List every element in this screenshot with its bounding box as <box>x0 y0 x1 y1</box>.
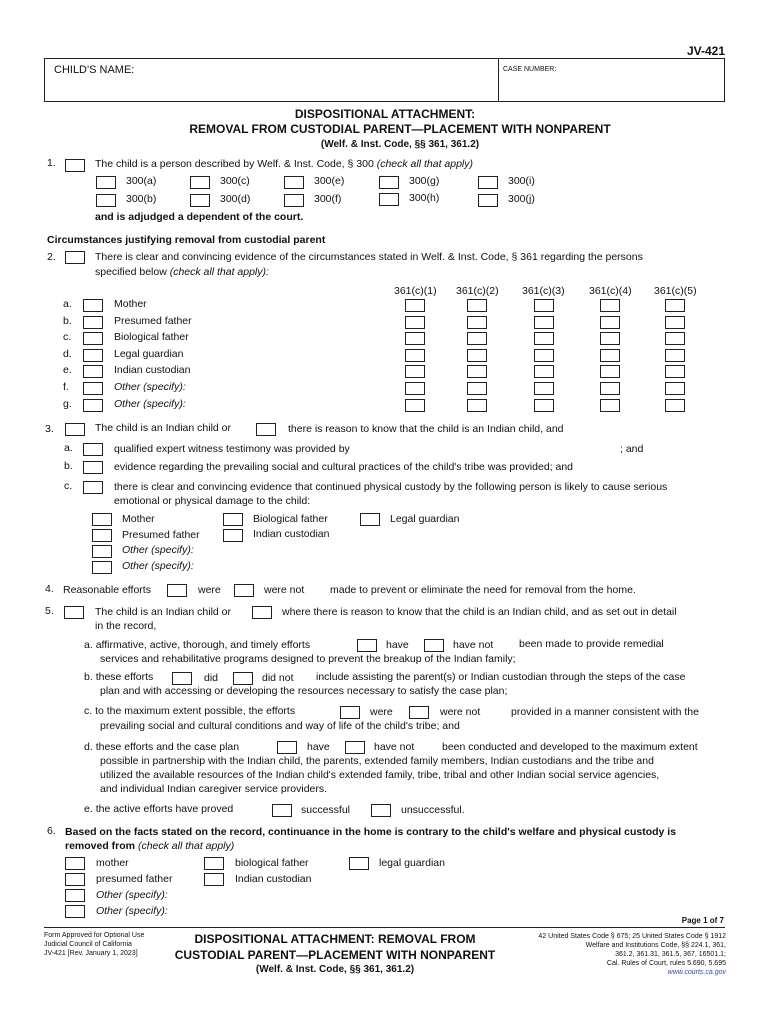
item2-grid-checkbox-2[interactable] <box>467 349 487 362</box>
item5-c-were-checkbox[interactable] <box>340 706 360 719</box>
item2-row-label: Mother <box>114 298 147 310</box>
checkbox-300g[interactable] <box>379 176 399 189</box>
item2-grid-checkbox-1[interactable] <box>405 332 425 345</box>
item3-biological-father-checkbox[interactable] <box>223 513 243 526</box>
item5-b-did-not-checkbox[interactable] <box>233 672 253 685</box>
item3-a-checkbox[interactable] <box>83 443 103 456</box>
item3-indian-custodian-checkbox[interactable] <box>223 529 243 542</box>
checkbox-300e[interactable] <box>284 176 304 189</box>
footer-title1: DISPOSITIONAL ATTACHMENT: REMOVAL FROM <box>194 932 476 946</box>
item3-a-letter: a. <box>64 442 73 454</box>
checkbox-300d[interactable] <box>190 194 210 207</box>
item4-were-not-label: were not <box>264 584 305 596</box>
item1-text: The child is a person described by Welf. & Inst. Code, § 300 (check all that apply) <box>95 158 474 170</box>
checkbox-300c[interactable] <box>190 176 210 189</box>
item5-b-did-label: did <box>204 672 219 684</box>
item5-c-line2: prevailing social and cultural conditions and way of life of the child's tribe; and <box>100 720 460 732</box>
col-361c5: 361(c)(5) <box>654 285 697 297</box>
item6-presumed-father-checkbox[interactable] <box>65 873 85 886</box>
item5-b-line1: b. these efforts <box>84 671 154 683</box>
title-line1: DISPOSITIONAL ATTACHMENT: <box>294 107 476 121</box>
item2-grid-checkbox-4[interactable] <box>600 332 620 345</box>
checkbox-300j[interactable] <box>478 194 498 207</box>
item3-c-checkbox[interactable] <box>83 481 103 494</box>
item2-row-label: Presumed father <box>114 315 192 327</box>
item6-legal-guardian-checkbox[interactable] <box>349 857 369 870</box>
item5-d-have-not-checkbox[interactable] <box>345 741 365 754</box>
item3-a-text: qualified expert witness testimony was provided by <box>114 443 350 455</box>
item2-grid-checkbox-2[interactable] <box>467 316 487 329</box>
item6-other1-label: Other (specify): <box>96 889 168 901</box>
item2-grid-checkbox-2[interactable] <box>467 332 487 345</box>
item3-c-line2: emotional or physical damage to the child: <box>114 495 311 507</box>
label-300f: 300(f) <box>314 193 342 205</box>
item2-grid-checkbox-5[interactable] <box>665 299 685 312</box>
item3-reason-to-know-checkbox[interactable] <box>256 423 276 436</box>
item2-grid-checkbox-5[interactable] <box>665 332 685 345</box>
item3-other1-label: Other (specify): <box>122 544 194 556</box>
item4-were-label: were <box>198 584 221 596</box>
item3-indian-child-checkbox[interactable] <box>65 423 85 436</box>
item2-grid-checkbox-5[interactable] <box>665 349 685 362</box>
item3-mother-label: Mother <box>122 513 155 525</box>
item2-row-letter: g. <box>63 398 72 410</box>
item3-legal-guardian-checkbox[interactable] <box>360 513 380 526</box>
item5-e-unsuccessful-label: unsuccessful. <box>401 804 465 816</box>
item2-row-label: Other (specify): <box>114 381 186 393</box>
item3-opt2: there is reason to know that the child is an Indian child, and <box>288 423 564 435</box>
item5-reason-to-know-checkbox[interactable] <box>252 606 272 619</box>
item2-grid-checkbox-3[interactable] <box>534 316 554 329</box>
item2-line1: There is clear and convincing evidence of the circumstances stated in Welf. & Inst. Code, § 361 regarding the persons <box>95 251 643 263</box>
item3-other2-label: Other (specify): <box>122 560 194 572</box>
item3-presumed-father-checkbox[interactable] <box>92 529 112 542</box>
item4-were-checkbox[interactable] <box>167 584 187 597</box>
item6-line2: removed from (check all that apply) <box>65 840 235 852</box>
label-300g: 300(g) <box>409 175 440 187</box>
checkbox-300h[interactable] <box>379 193 399 206</box>
item3-biological-father-label: Biological father <box>253 513 328 525</box>
footer-right3: 361.2, 361.31, 361.5, 367, 16501.1; <box>615 951 726 958</box>
item5-b-tail: include assisting the parent(s) or Indian custodian through the steps of the case <box>316 671 686 683</box>
checkbox-300b[interactable] <box>96 194 116 207</box>
item2-row-checkbox[interactable] <box>83 399 103 412</box>
item2-checkbox[interactable] <box>65 251 85 264</box>
item2-grid-checkbox-3[interactable] <box>534 365 554 378</box>
label-300i: 300(i) <box>508 175 535 187</box>
item4-were-not-checkbox[interactable] <box>234 584 254 597</box>
item5-a-tail: been made to provide remedial <box>519 638 664 650</box>
item2-row-checkbox[interactable] <box>83 382 103 395</box>
label-300j: 300(j) <box>508 193 535 205</box>
item2-grid-checkbox-1[interactable] <box>405 299 425 312</box>
col-361c1: 361(c)(1) <box>394 285 437 297</box>
col-361c3: 361(c)(3) <box>522 285 565 297</box>
footer-left3: JV-421 [Rev. January 1, 2023] <box>44 950 138 957</box>
case-number-label: CASE NUMBER: <box>503 66 557 73</box>
checkbox-300a[interactable] <box>96 176 116 189</box>
item5-d-have-checkbox[interactable] <box>277 741 297 754</box>
item5-indian-child-checkbox[interactable] <box>64 606 84 619</box>
label-300e: 300(e) <box>314 175 345 187</box>
footer-left1: Form Approved for Optional Use <box>44 932 145 939</box>
child-name-label: CHILD'S NAME: <box>54 64 135 76</box>
item6-other2-checkbox[interactable] <box>65 905 85 918</box>
item5-d-line2: possible in partnership with the Indian child, the parents, extended family members, Indian custodians and the tribe and <box>100 755 654 767</box>
item6-other2-label: Other (specify): <box>96 905 168 917</box>
item2-grid-checkbox-4[interactable] <box>600 399 620 412</box>
item5-b-line2: plan and with accessing or developing the resources necessary to satisfy the case plan; <box>100 685 508 697</box>
item2-grid-checkbox-4[interactable] <box>600 365 620 378</box>
item2-grid-checkbox-3[interactable] <box>534 349 554 362</box>
item2-row-label: Legal guardian <box>114 348 184 360</box>
item3-b-letter: b. <box>64 460 73 472</box>
item6-line1: Based on the facts stated on the record, continuance in the home is contrary to the child's welfare and physical custody is <box>65 826 677 838</box>
col-361c2: 361(c)(2) <box>456 285 499 297</box>
item2-row-checkbox[interactable] <box>83 349 103 362</box>
item5-a-have-not-label: have not <box>453 639 494 651</box>
page-number: Page 1 of 7 <box>681 916 724 925</box>
item2-grid-checkbox-2[interactable] <box>467 399 487 412</box>
item3-b-text: evidence regarding the prevailing social and cultural practices of the child's tribe was provided; and <box>114 461 574 473</box>
item5-c-were-label: were <box>370 706 393 718</box>
item3-opt1: The child is an Indian child or <box>95 422 231 434</box>
item3-b-checkbox[interactable] <box>83 461 103 474</box>
item2-grid-checkbox-1[interactable] <box>405 316 425 329</box>
item5-b-did-not-label: did not <box>262 672 294 684</box>
item3-number: 3. <box>45 423 54 435</box>
item2-grid-checkbox-4[interactable] <box>600 316 620 329</box>
item1-number: 1. <box>47 157 56 169</box>
item2-row-label: Indian custodian <box>114 364 191 376</box>
item6-biological-father-label: biological father <box>235 857 309 869</box>
footer-title3: (Welf. & Inst. Code, §§ 361, 361.2) <box>255 964 415 975</box>
footer-title2: CUSTODIAL PARENT—PLACEMENT WITH NONPARENT <box>174 948 496 962</box>
item5-c-line1: c. to the maximum extent possible, the efforts <box>84 705 296 717</box>
item1-checkbox[interactable] <box>65 159 85 172</box>
item2-grid-checkbox-1[interactable] <box>405 349 425 362</box>
item5-d-line3: utilized the available resources of the Indian child's extended family, tribe, tribal and other Indian social service agencies, <box>100 769 660 781</box>
item4-tail: made to prevent or eliminate the need for removal from the home. <box>330 584 636 596</box>
item3-other1-checkbox[interactable] <box>92 545 112 558</box>
item5-e-successful-label: successful <box>301 804 351 816</box>
item2-grid-checkbox-3[interactable] <box>534 382 554 395</box>
item4-number: 4. <box>45 583 54 595</box>
item2-row-letter: b. <box>63 315 72 327</box>
item5-c-were-not-label: were not <box>440 706 481 718</box>
child-name-field[interactable] <box>52 74 492 96</box>
item6-indian-custodian-label: Indian custodian <box>235 873 312 885</box>
expert-witness-field[interactable] <box>372 443 617 456</box>
label-300h: 300(h) <box>409 192 440 204</box>
label-300d: 300(d) <box>220 193 251 205</box>
item2-row-letter: c. <box>63 331 72 343</box>
item5-c-were-not-checkbox[interactable] <box>409 706 429 719</box>
item2-row-letter: e. <box>63 364 72 376</box>
circumstances-heading: Circumstances justifying removal from custodial parent <box>47 234 326 246</box>
item2-grid-checkbox-3[interactable] <box>534 299 554 312</box>
item2-line2: specified below (check all that apply): <box>95 266 269 278</box>
item2-grid-checkbox-3[interactable] <box>534 332 554 345</box>
checkbox-300i[interactable] <box>478 176 498 189</box>
item5-d-have-not-label: have not <box>374 741 415 753</box>
item2-grid-checkbox-5[interactable] <box>665 316 685 329</box>
item2-row-label: Biological father <box>114 331 189 343</box>
courts-website-link[interactable]: www.courts.ca.gov <box>667 969 726 976</box>
footer-rule <box>44 927 725 928</box>
item5-d-have-label: have <box>307 741 330 753</box>
item2-row-checkbox[interactable] <box>83 365 103 378</box>
item2-grid-checkbox-4[interactable] <box>600 299 620 312</box>
item6-mother-checkbox[interactable] <box>65 857 85 870</box>
item2-grid-checkbox-1[interactable] <box>405 399 425 412</box>
item5-a-line2: services and rehabilitative programs designed to prevent the breakup of the Indian family; <box>100 653 516 665</box>
footer-right2: Welfare and Institutions Code, §§ 224.1, 361, <box>585 942 726 949</box>
item5-opt2b: in the record, <box>95 620 157 632</box>
item5-d-line4: and individual Indian caregiver service providers. <box>100 783 328 795</box>
item6-number: 6. <box>47 825 56 837</box>
item5-d-tail: been conducted and developed to the maximum extent <box>442 741 698 753</box>
item2-row-letter: f. <box>63 381 69 393</box>
item2-number: 2. <box>47 251 56 263</box>
item2-grid-checkbox-2[interactable] <box>467 382 487 395</box>
item2-grid-checkbox-5[interactable] <box>665 382 685 395</box>
item5-opt2: where there is reason to know that the child is an Indian child, and as set out in detail <box>282 606 677 618</box>
item2-row-checkbox[interactable] <box>83 316 103 329</box>
item5-c-tail: provided in a manner consistent with the <box>511 706 699 718</box>
item6-legal-guardian-label: legal guardian <box>379 857 445 869</box>
item5-opt1: The child is an Indian child or <box>95 606 231 618</box>
case-number-field[interactable] <box>502 76 722 98</box>
item2-grid-checkbox-5[interactable] <box>665 365 685 378</box>
item5-e-successful-checkbox[interactable] <box>272 804 292 817</box>
item6-other1-checkbox[interactable] <box>65 889 85 902</box>
item3-mother-checkbox[interactable] <box>92 513 112 526</box>
item6-indian-custodian-checkbox[interactable] <box>204 873 224 886</box>
label-300c: 300(c) <box>220 175 250 187</box>
item2-row-letter: d. <box>63 348 72 360</box>
checkbox-300f[interactable] <box>284 194 304 207</box>
item3-presumed-father-label: Presumed father <box>122 529 200 541</box>
footer-right1: 42 United States Code § 675; 25 United States Code § 1912 <box>538 933 726 940</box>
item6-presumed-father-label: presumed father <box>96 873 173 885</box>
label-300b: 300(b) <box>126 193 157 205</box>
item2-row-checkbox[interactable] <box>83 332 103 345</box>
item2-grid-checkbox-1[interactable] <box>405 382 425 395</box>
item5-a-have-not-checkbox[interactable] <box>424 639 444 652</box>
item3-c-letter: c. <box>64 480 73 492</box>
item1-tail: and is adjudged a dependent of the court. <box>95 211 304 223</box>
item5-a-have-label: have <box>386 639 409 651</box>
item5-e-unsuccessful-checkbox[interactable] <box>371 804 391 817</box>
footer-right4: Cal. Rules of Court, rules 5.690, 5.695 <box>606 960 726 967</box>
item2-grid-checkbox-1[interactable] <box>405 365 425 378</box>
title-line3: (Welf. & Inst. Code, §§ 361, 361.2) <box>320 139 480 150</box>
item2-row-letter: a. <box>63 298 72 310</box>
title-line2: REMOVAL FROM CUSTODIAL PARENT—PLACEMENT WITH NONPARENT <box>189 122 611 136</box>
item4-text: Reasonable efforts <box>63 584 151 596</box>
label-300a: 300(a) <box>126 175 157 187</box>
item3-c-line1: there is clear and convincing evidence that continued physical custody by the following person is likely to cause serious <box>114 481 668 493</box>
item3-indian-custodian-label: Indian custodian <box>253 528 330 540</box>
item6-biological-father-checkbox[interactable] <box>204 857 224 870</box>
item2-row-label: Other (specify): <box>114 398 186 410</box>
item2-row-checkbox[interactable] <box>83 299 103 312</box>
item2-grid-checkbox-3[interactable] <box>534 399 554 412</box>
item2-grid-checkbox-4[interactable] <box>600 349 620 362</box>
item2-grid-checkbox-2[interactable] <box>467 365 487 378</box>
item3-a-tail: ; and <box>620 443 644 455</box>
item5-d-line1: d. these efforts and the case plan <box>84 741 240 753</box>
item3-legal-guardian-label: Legal guardian <box>390 513 460 525</box>
footer-left2: Judicial Council of California <box>44 941 132 948</box>
item5-a-line1: a. affirmative, active, thorough, and timely efforts <box>84 639 311 651</box>
col-361c4: 361(c)(4) <box>589 285 632 297</box>
form-id: JV-421 <box>686 44 725 58</box>
item3-other2-checkbox[interactable] <box>92 561 112 574</box>
item2-grid-checkbox-5[interactable] <box>665 399 685 412</box>
item2-grid-checkbox-2[interactable] <box>467 299 487 312</box>
item5-number: 5. <box>45 605 54 617</box>
item2-grid-checkbox-4[interactable] <box>600 382 620 395</box>
item5-e-line1: e. the active efforts have proved <box>84 803 234 815</box>
item6-mother-label: mother <box>96 857 129 869</box>
item5-a-have-checkbox[interactable] <box>357 639 377 652</box>
item5-b-did-checkbox[interactable] <box>172 672 192 685</box>
